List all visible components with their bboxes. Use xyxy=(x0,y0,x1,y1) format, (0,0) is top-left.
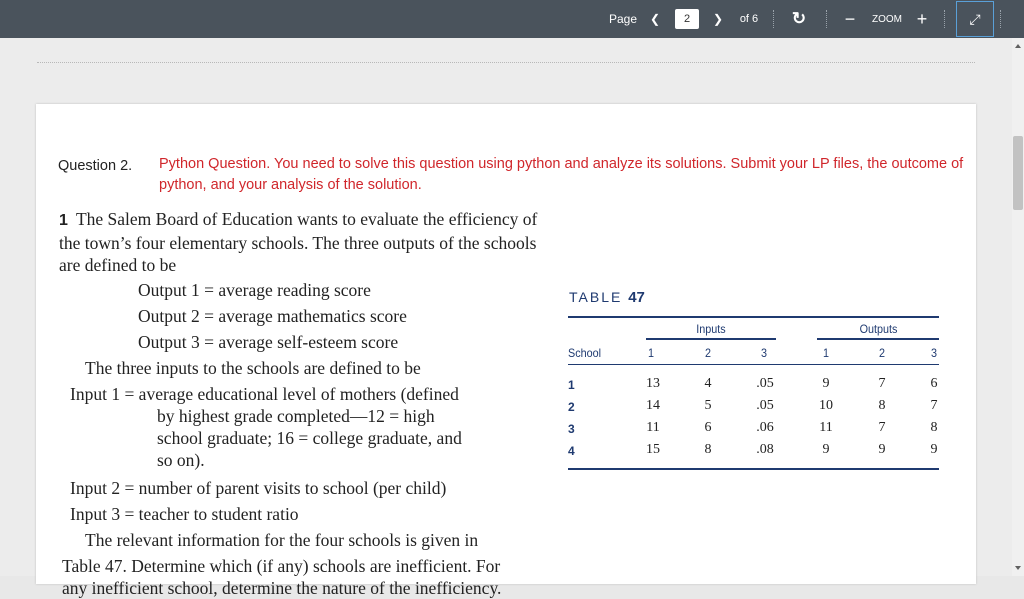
output-2-definition: Output 2 = average mathematics score xyxy=(138,306,407,326)
input-1-continued: school graduate; 16 = college graduate, and xyxy=(157,428,462,448)
scroll-down-icon[interactable] xyxy=(1015,566,1021,570)
table-cell: 9 xyxy=(930,442,938,457)
table-cell: .05 xyxy=(756,398,774,413)
school-column-header: School xyxy=(568,346,602,360)
table-bottom-rule xyxy=(568,468,939,470)
input-2-definition: Input 2 = number of parent visits to school (per child) xyxy=(70,478,447,498)
table-cell: 8 xyxy=(704,442,712,457)
table-cell: 15 xyxy=(646,442,660,457)
outputs-group-header: Outputs xyxy=(859,322,898,336)
zoom-out-button[interactable]: − xyxy=(844,8,856,29)
table-cell: 7 xyxy=(878,420,886,435)
input-1-definition: Input 1 = average educational level of mothers (defined xyxy=(70,384,459,404)
page-divider xyxy=(37,62,975,63)
page-label: Page xyxy=(608,12,638,26)
output-2-header: 2 xyxy=(878,346,886,360)
problem-intro xyxy=(59,208,539,276)
expand-icon[interactable]: ⤢ xyxy=(956,1,994,37)
page-count: of 6 xyxy=(739,13,759,25)
inputs-intro: The three inputs to the schools are defined to be xyxy=(85,358,421,378)
problem-number: 1 xyxy=(59,212,68,229)
table-cell: 6 xyxy=(930,376,938,391)
zoom-in-button[interactable]: + xyxy=(916,8,928,29)
table-cell: 11 xyxy=(819,420,833,435)
table-row-school: 4 xyxy=(568,444,575,458)
output-1-definition: Output 1 = average reading score xyxy=(138,280,371,300)
table-cell: 9 xyxy=(878,442,886,457)
viewer-toolbar xyxy=(0,0,1024,38)
outputs-group-rule xyxy=(817,338,939,340)
input-1-header: 1 xyxy=(647,346,655,360)
table-cell: 6 xyxy=(704,420,712,435)
table-cell: 8 xyxy=(878,398,886,413)
table-cell: 9 xyxy=(822,442,830,457)
document-viewer xyxy=(0,38,1012,598)
table-cell: 7 xyxy=(930,398,938,413)
table-cell: .06 xyxy=(756,420,774,435)
toolbar-divider xyxy=(944,10,946,28)
output-3-definition: Output 3 = average self-esteem score xyxy=(138,332,399,352)
table-row-school: 1 xyxy=(568,378,575,392)
table-header-rule xyxy=(568,364,939,365)
page-number-input[interactable]: 2 xyxy=(675,9,699,29)
table-cell: 10 xyxy=(819,398,833,413)
table-row-school: 3 xyxy=(568,422,575,436)
table-cell: 9 xyxy=(822,376,830,391)
document-page xyxy=(36,104,976,598)
closing-text: The relevant information for the four schools is given in xyxy=(85,530,479,550)
table-cell: 11 xyxy=(646,420,660,435)
toolbar-divider xyxy=(1000,10,1002,28)
scroll-up-icon[interactable] xyxy=(1015,44,1021,48)
table-cell: .08 xyxy=(756,442,774,457)
toolbar-divider xyxy=(826,10,828,28)
table-cell: 5 xyxy=(704,398,712,413)
closing-text: Table 47. Determine which (if any) schools are inefficient. For xyxy=(62,556,501,576)
scrollbar-thumb[interactable] xyxy=(1013,136,1023,210)
question-instructions: Python Question. You need to solve this question using python and analyze its solutions. Submit your LP files, the outcome of python, and your analysis of the solution. xyxy=(159,156,964,193)
table-cell: .05 xyxy=(756,376,774,391)
output-3-header: 3 xyxy=(930,346,938,360)
question-label: Question 2. xyxy=(58,158,133,174)
input-1-continued: by highest grade completed—12 = high xyxy=(157,406,435,426)
input-3-definition: Input 3 = teacher to student ratio xyxy=(70,504,299,524)
table-title-number: 47 xyxy=(628,289,645,306)
toolbar-divider xyxy=(773,10,775,28)
table-cell: 14 xyxy=(646,398,660,413)
inputs-group-rule xyxy=(646,338,776,340)
problem-intro-text: The Salem Board of Education wants to evaluate the efficiency of the town’s four elementary schools. The three outputs of the schools are defined to be xyxy=(59,209,538,275)
output-1-header: 1 xyxy=(822,346,830,360)
table-cell: 8 xyxy=(930,420,938,435)
input-1-continued: so on). xyxy=(157,450,205,470)
table-cell: 4 xyxy=(704,376,712,391)
prev-page-button[interactable]: ❮ xyxy=(649,12,661,26)
rotate-icon[interactable]: ↻ xyxy=(791,9,807,28)
vertical-scrollbar[interactable] xyxy=(1012,38,1024,576)
table-cell: 13 xyxy=(646,376,660,391)
table-title-word: TABLE xyxy=(569,289,623,305)
closing-text: any inefficient school, determine the nature of the inefficiency. xyxy=(62,578,502,598)
table-top-rule xyxy=(568,316,939,318)
zoom-label: ZOOM xyxy=(872,13,902,25)
input-3-header: 3 xyxy=(760,346,768,360)
table-title xyxy=(569,289,645,306)
next-page-button[interactable]: ❯ xyxy=(712,12,724,26)
inputs-group-header: Inputs xyxy=(696,322,726,336)
table-row-school: 2 xyxy=(568,400,575,414)
table-cell: 7 xyxy=(878,376,886,391)
input-2-header: 2 xyxy=(704,346,712,360)
